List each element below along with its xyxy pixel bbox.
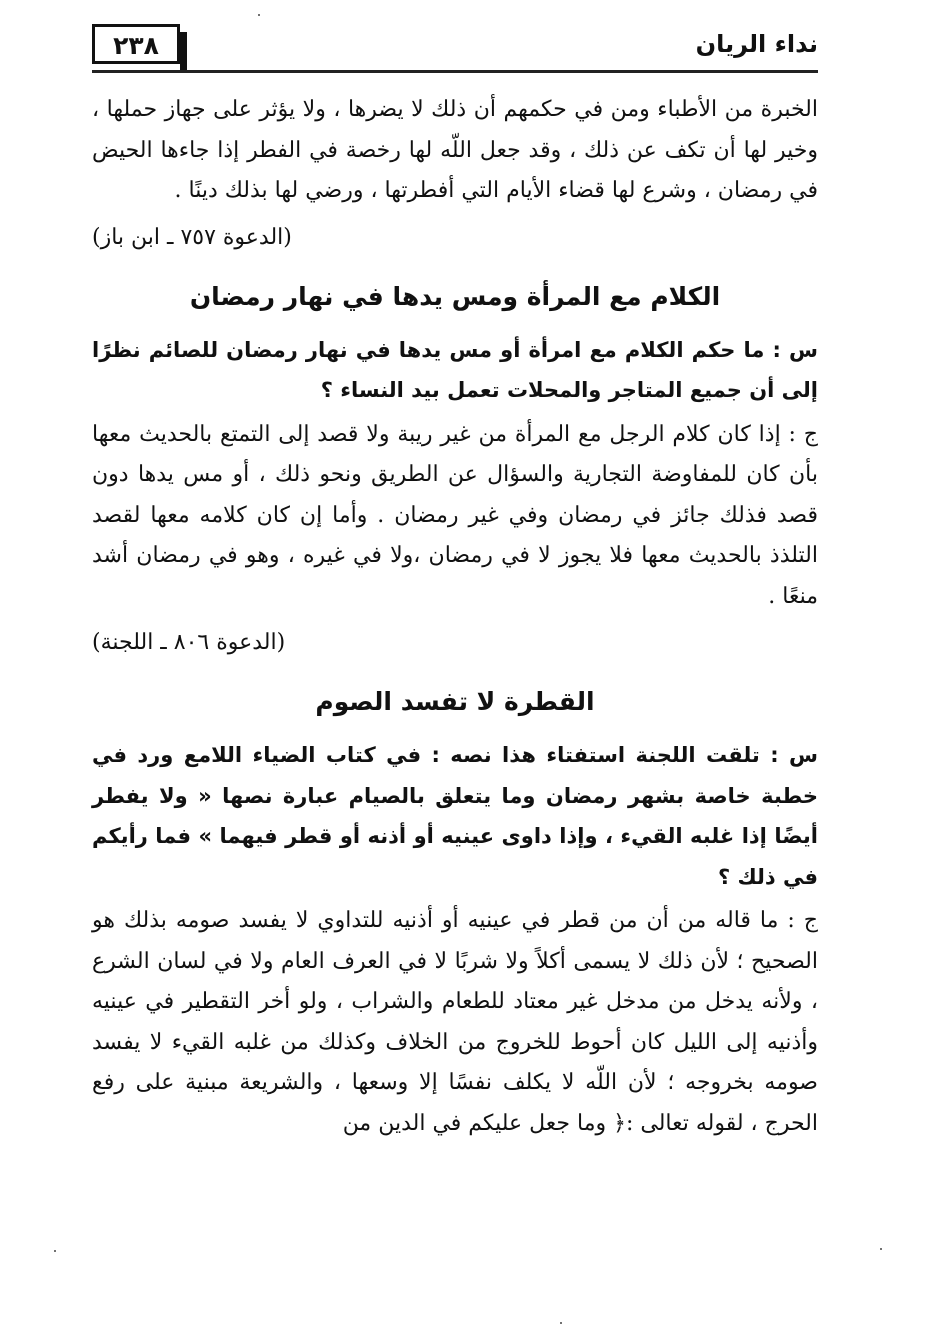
question-paragraph: س : تلقت اللجنة استفتاء هذا نصه : في كتاب الضياء اللامع ورد في خطبة خاصة بشهر رمضان وما يتعلق بالصيام عبارة نصها « ولا يفطر أيضًا إذا غلبه القيء ، وإذا داوى عينيه أو أذنه أو قطر فيهما » فما رأيكم في ذلك ؟ (92, 743, 818, 889)
answer-paragraph: ج : إذا كان كلام الرجل مع المرأة من غير ريبة ولا قصد إلى التمتع بالحديث معها بأن كان للمفاوضة التجارية والسؤال عن الطريق ونحو ذلك ، أو مس يدها دون قصد فذلك جائز في رمضان وفي غير رمضان . وأما إن كان كلامه معها لقصد التلذذ بالحديث معها فلا يجوز لا في رمضان ،ولا في غيره ، وهو في رمضان أشد منعًا . (92, 421, 818, 609)
section-heading: القطرة لا تفسد الصوم (315, 687, 595, 716)
page-number: ٢٣٨ (92, 24, 180, 64)
answer-paragraph: ج : ما قاله من أن من قطر في عينيه أو أذنيه للتداوي لا يفسد صومه بذلك هو الصحيح ؛ لأن ذلك لا يسمى أكلاً ولا شربًا لا في العرف العام ولا في لسان الشرع ، ولأنه يدخل من مدخل غير معتاد للطعام والشراب ، ولو أخر التقطير في عينيه وأذنيه إلى الليل كان أحوط للخروج من الخلاف وكذلك من غلبه القيء لا يفسد صومه بخروجه ؛ لأن اللّه لا يكلف نفسًا إلا وسعها ، والشريعة مبنية على رفع الحرج ، لقوله تعالى :﴿ وما جعل عليكم في الدين من (92, 908, 818, 1136)
continuation-paragraph: الخبرة من الأطباء ومن في حكمهم أن ذلك لا يضرها ، ولا يؤثر على جهاز حملها ، وخير لها أن تكف عن ذلك ، وقد جعل اللّه لها رخصة في الفطر إذا جاءها الحيض في رمضان ، وشرع لها قضاء الأيام التي أفطرتها ، ورضي لها بذلك دينًا . (92, 97, 818, 203)
question-paragraph: س : ما حكم الكلام مع امرأة أو مس يدها في نهار رمضان للصائم نظرًا إلى أن جميع المتاجر والمحلات تعمل بيد النساء ؟ (92, 337, 818, 402)
book-title: نداء الريان (695, 30, 818, 58)
source-citation (92, 218, 818, 258)
source-citation-text: (الدعوة ٨٠٦ ـ اللجنة) (92, 630, 286, 655)
page-content (92, 90, 818, 1144)
scan-speck (54, 1250, 56, 1252)
scan-speck (560, 1322, 562, 1324)
header-rule (92, 70, 818, 73)
scan-speck (258, 14, 260, 16)
source-citation-text: (الدعوة ٧٥٧ ـ ابن باز) (92, 224, 292, 250)
scan-speck (880, 1248, 882, 1250)
source-citation (92, 623, 818, 663)
section-heading: الكلام مع المرأة ومس يدها في نهار رمضان (189, 281, 721, 311)
